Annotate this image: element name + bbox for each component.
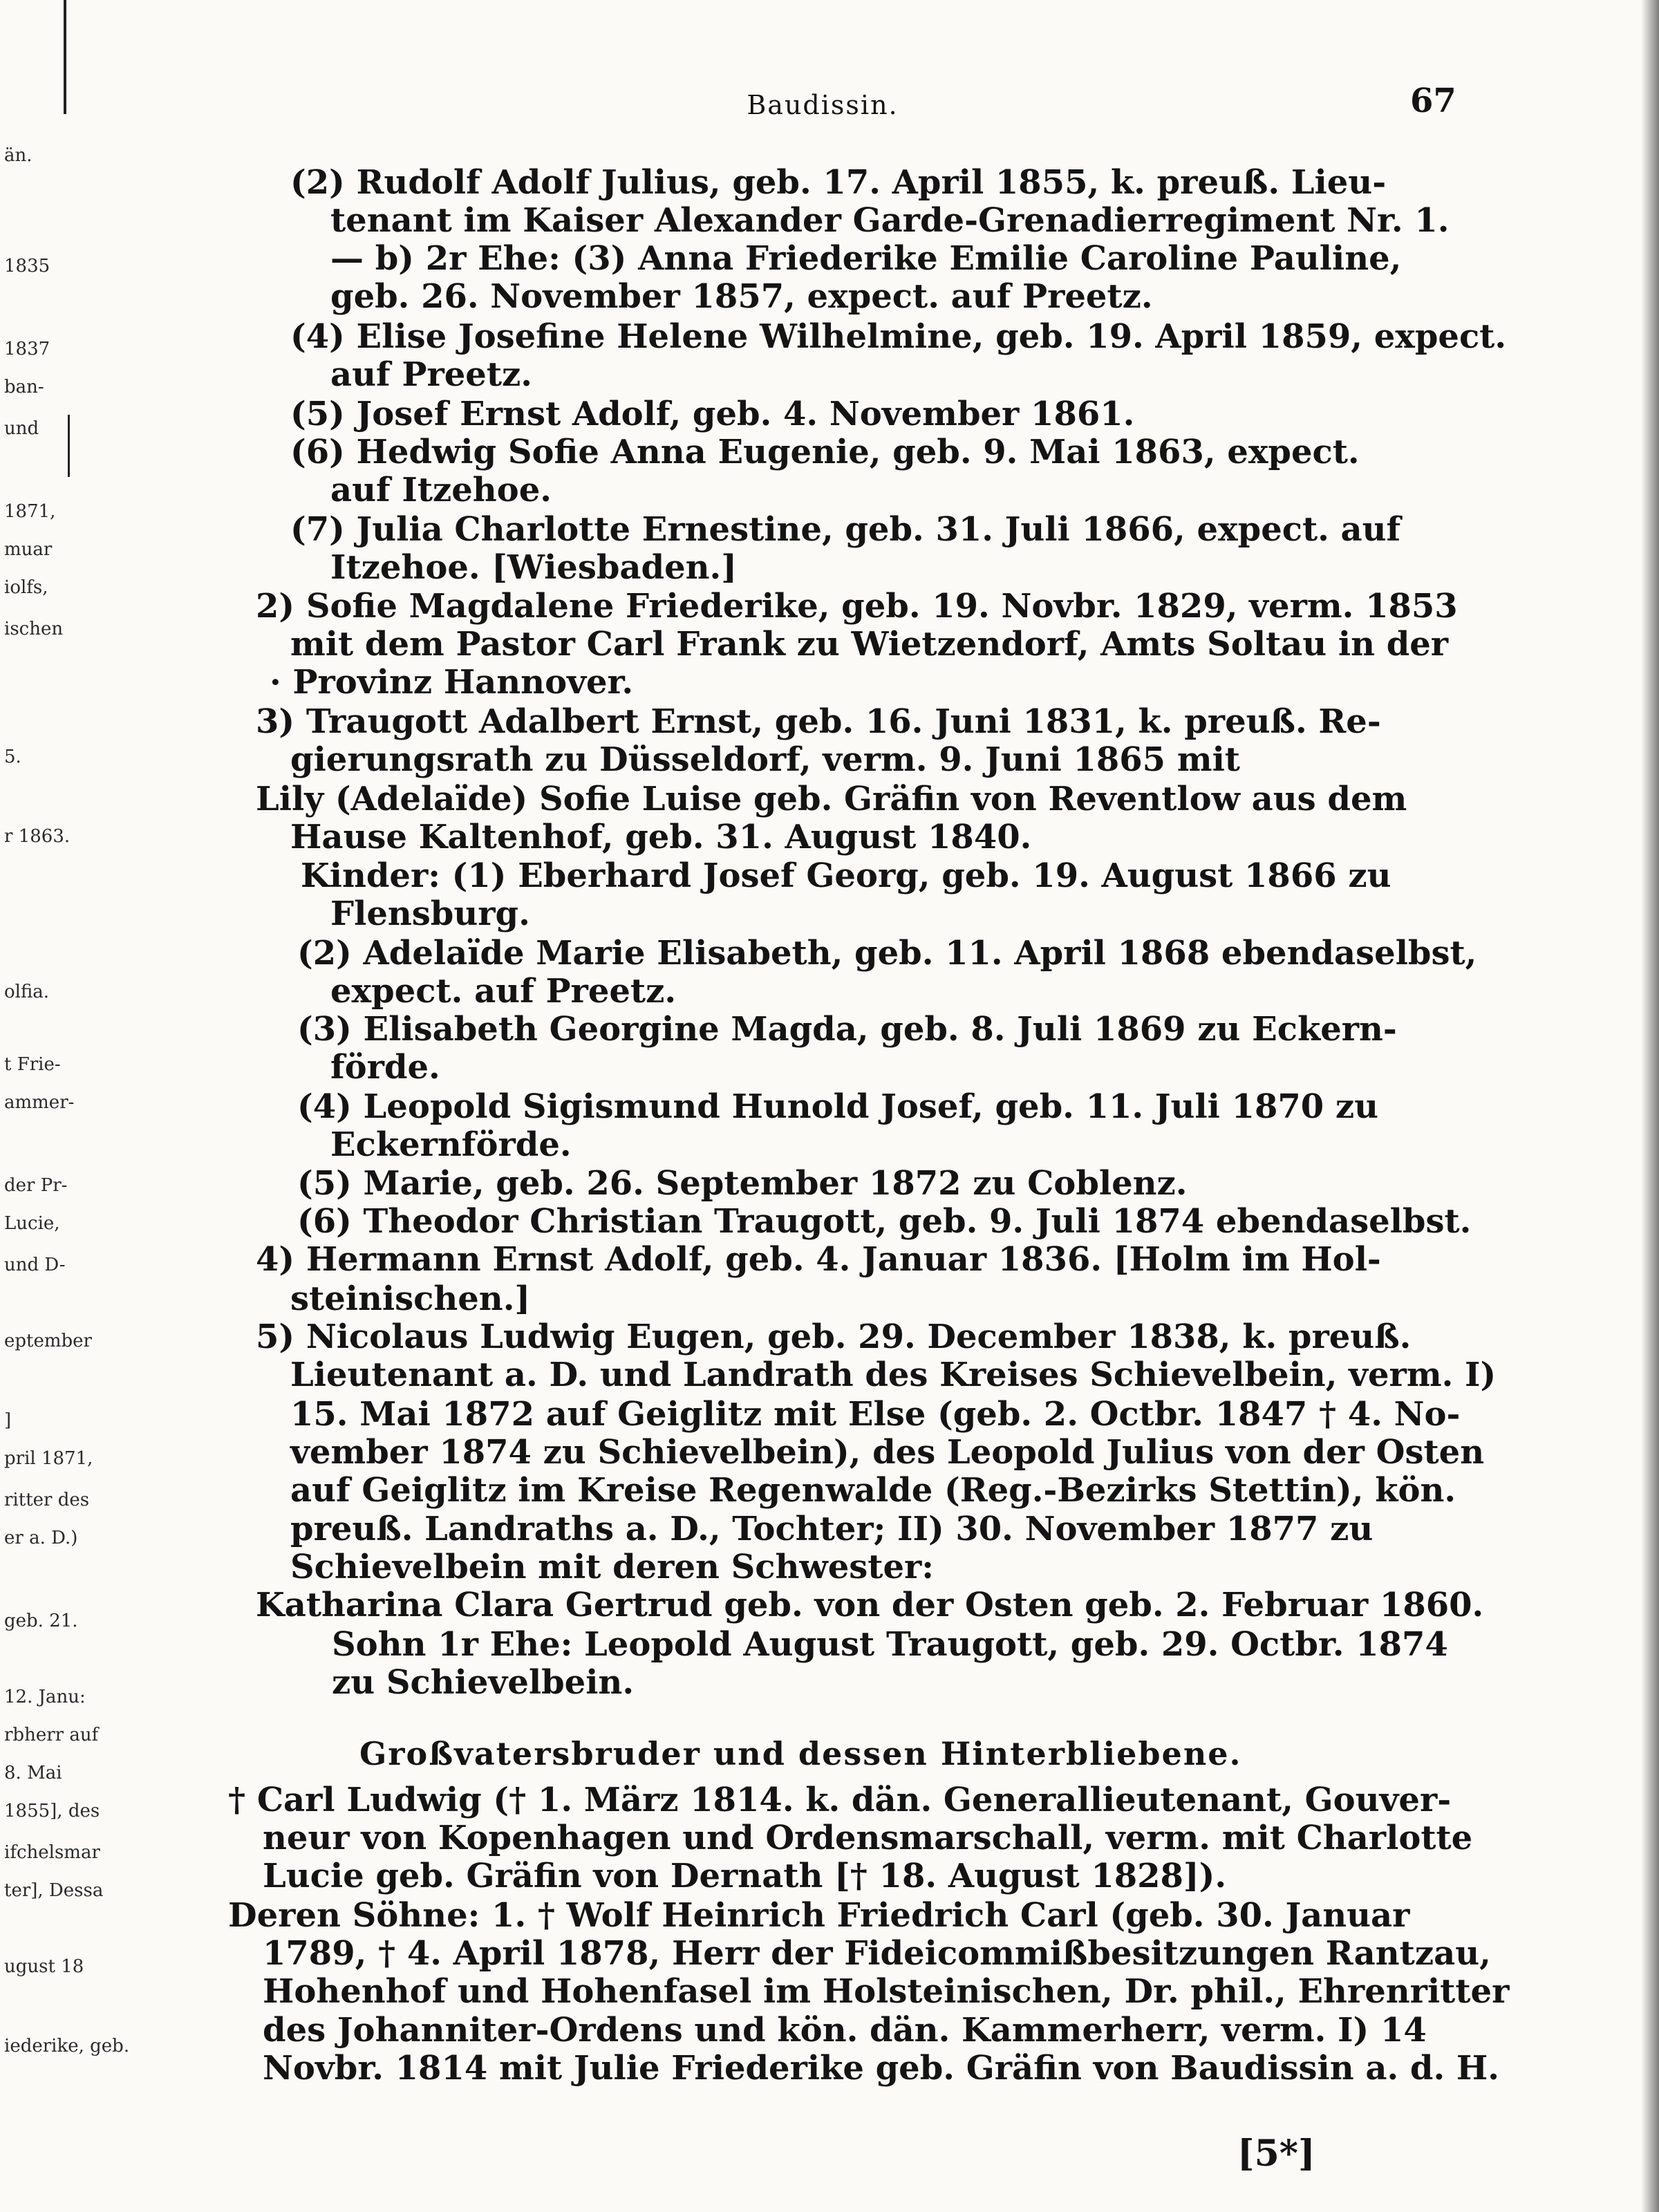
margin-fragment: 5. xyxy=(4,747,21,767)
margin-fragment: ugust 18 xyxy=(4,1956,84,1977)
margin-fragment: eptember xyxy=(4,1331,92,1351)
text-line: 1789, † 4. April 1878, Herr der Fideicommißbesitzungen Rantzau, xyxy=(263,1934,1491,1973)
text-line: (7) Julia Charlotte Ernestine, geb. 31. Juli 1866, expect. auf xyxy=(290,510,1401,549)
margin-fragment: und xyxy=(4,418,39,439)
margin-fragment: geb. 21. xyxy=(4,1611,78,1631)
text-line: (5) Marie, geb. 26. September 1872 zu Coblenz. xyxy=(297,1164,1188,1203)
margin-fragment: r 1863. xyxy=(4,826,71,847)
adjacent-page-margin xyxy=(0,0,130,2212)
text-line: Kinder: (1) Eberhard Josef Georg, geb. 19. August 1866 zu xyxy=(301,856,1391,895)
margin-fragment: ifchelsmar xyxy=(4,1842,100,1863)
text-line: auf Geiglitz im Kreise Regenwalde (Reg.-Bezirks Stettin), kön. xyxy=(290,1471,1456,1510)
text-line: Hohenhof und Hohenfasel im Holsteinischen, Dr. phil., Ehrenritter xyxy=(263,1972,1510,2011)
text-line: neur von Kopenhagen und Ordensmarschall, verm. mit Charlotte xyxy=(263,1819,1473,1857)
text-line: vember 1874 zu Schievelbein), des Leopold Julius von der Osten xyxy=(290,1433,1485,1472)
text-line: tenant im Kaiser Alexander Garde-Grenadierregiment Nr. 1. xyxy=(330,201,1450,240)
margin-vertical-rule xyxy=(64,0,66,114)
margin-fragment: iolfs, xyxy=(4,577,48,598)
signature-mark: [5*] xyxy=(1237,2133,1315,2175)
margin-fragment: iederike, geb. xyxy=(4,2036,130,2056)
page-edge-shadow xyxy=(1641,0,1659,2212)
text-line: Deren Söhne: 1. † Wolf Heinrich Friedrich Carl (geb. 30. Januar xyxy=(228,1896,1410,1935)
margin-fragment: ] xyxy=(4,1410,12,1431)
margin-fragment: rbherr auf xyxy=(4,1725,99,1745)
text-line: Hause Kaltenhof, geb. 31. August 1840. xyxy=(290,818,1032,856)
margin-fragment: Lucie, xyxy=(4,1213,60,1234)
margin-fragment: ban- xyxy=(4,377,44,397)
margin-fragment: ischen xyxy=(4,619,64,639)
text-line: (4) Elise Josefine Helene Wilhelmine, geb. 19. April 1859, expect. xyxy=(290,317,1507,356)
margin-fragment: ter], Dessa xyxy=(4,1880,104,1901)
margin-fragment: 1871, xyxy=(4,501,56,522)
text-line: (2) Adelaïde Marie Elisabeth, geb. 11. April 1868 ebendaselbst, xyxy=(297,934,1477,973)
text-line: 2) Sofie Magdalene Friederike, geb. 19. Novbr. 1829, verm. 1853 xyxy=(256,587,1458,626)
text-line: † Carl Ludwig († 1. März 1814. k. dän. Generallieutenant, Gouver- xyxy=(228,1781,1452,1819)
margin-fragment: der Pr- xyxy=(4,1175,68,1196)
text-line: Lily (Adelaïde) Sofie Luise geb. Gräfin von Reventlow aus dem xyxy=(256,780,1407,818)
text-line: (3) Elisabeth Georgine Magda, geb. 8. Juli 1869 zu Eckern- xyxy=(297,1010,1397,1049)
text-line: gierungsrath zu Düsseldorf, verm. 9. Juni 1865 mit xyxy=(290,740,1240,779)
text-line: — b) 2r Ehe: (3) Anna Friederike Emilie Caroline Pauline, xyxy=(330,239,1402,278)
text-line: 5) Nicolaus Ludwig Eugen, geb. 29. December 1838, k. preuß. xyxy=(256,1318,1412,1356)
text-line: Flensburg. xyxy=(330,894,530,933)
text-line: auf Preetz. xyxy=(330,355,532,394)
margin-fragment: pril 1871, xyxy=(4,1448,93,1469)
margin-fragment: än. xyxy=(4,145,32,166)
page-number: 67 xyxy=(1410,82,1456,120)
text-line: 15. Mai 1872 auf Geiglitz mit Else (geb. 2. Octbr. 1847 † 4. No- xyxy=(290,1395,1461,1434)
margin-fragment: er a. D.) xyxy=(4,1528,78,1548)
text-line: zu Schievelbein. xyxy=(332,1663,635,1702)
text-line: 3) Traugott Adalbert Ernst, geb. 16. Juni 1831, k. preuß. Re- xyxy=(256,702,1381,741)
margin-vertical-rule xyxy=(68,415,70,477)
margin-fragment: ritter des xyxy=(4,1490,90,1510)
text-line: auf Itzehoe. xyxy=(330,471,552,509)
margin-fragment: 12. Janu: xyxy=(4,1687,86,1707)
margin-fragment: muar xyxy=(4,539,53,560)
text-line: Katharina Clara Gertrud geb. von der Osten geb. 2. Februar 1860. xyxy=(256,1586,1484,1624)
text-line: Sohn 1r Ehe: Leopold August Traugott, geb. 29. Octbr. 1874 xyxy=(332,1625,1448,1664)
margin-fragment: und D- xyxy=(4,1255,66,1275)
margin-fragment: 1837 xyxy=(4,339,50,359)
text-line: Itzehoe. [Wiesbaden.] xyxy=(330,548,737,587)
text-line: Novbr. 1814 mit Julie Friederike geb. Gräfin von Baudissin a. d. H. xyxy=(263,2049,1499,2088)
text-line: Lieutenant a. D. und Landrath des Kreises Schievelbein, verm. I) xyxy=(290,1356,1497,1394)
text-line: (5) Josef Ernst Adolf, geb. 4. November 1861. xyxy=(290,395,1135,433)
text-line: (6) Hedwig Sofie Anna Eugenie, geb. 9. Mai 1863, expect. xyxy=(290,433,1360,471)
text-line: 4) Hermann Ernst Adolf, geb. 4. Januar 1836. [Holm im Hol- xyxy=(256,1240,1381,1279)
text-line: · Provinz Hannover. xyxy=(270,663,634,702)
text-line: (4) Leopold Sigismund Hunold Josef, geb. 11. Juli 1870 zu xyxy=(297,1087,1379,1126)
margin-fragment: olfia. xyxy=(4,982,50,1002)
running-head-title: Baudissin. xyxy=(747,90,899,120)
text-line: expect. auf Preetz. xyxy=(330,972,677,1011)
text-line: (6) Theodor Christian Traugott, geb. 9. Juli 1874 ebendaselbst. xyxy=(297,1202,1472,1241)
text-line: Eckernförde. xyxy=(330,1125,572,1164)
margin-fragment: 1835 xyxy=(4,256,50,276)
text-line: steinischen.] xyxy=(290,1280,531,1318)
section-heading: Großvatersbruder und dessen Hinterbliebene. xyxy=(359,1735,1242,1772)
text-line: förde. xyxy=(330,1048,440,1087)
margin-fragment: ammer- xyxy=(4,1092,75,1113)
text-line: geb. 26. November 1857, expect. auf Preetz. xyxy=(330,277,1153,316)
text-line: Lucie geb. Gräfin von Dernath [† 18. August 1828]). xyxy=(263,1857,1227,1895)
text-line: des Johanniter-Ordens und kön. dän. Kammerherr, verm. I) 14 xyxy=(263,2011,1427,2050)
margin-fragment: 8. Mai xyxy=(4,1763,62,1783)
margin-fragment: t Frie- xyxy=(4,1054,61,1075)
margin-fragment: 1855], des xyxy=(4,1801,100,1821)
text-line: (2) Rudolf Adolf Julius, geb. 17. April 1855, k. preuß. Lieu- xyxy=(290,163,1387,202)
text-line: preuß. Landraths a. D., Tochter; II) 30. November 1877 zu xyxy=(290,1510,1374,1548)
text-line: mit dem Pastor Carl Frank zu Wietzendorf, Amts Soltau in der xyxy=(290,625,1449,664)
text-line: Schievelbein mit deren Schwester: xyxy=(290,1548,935,1586)
